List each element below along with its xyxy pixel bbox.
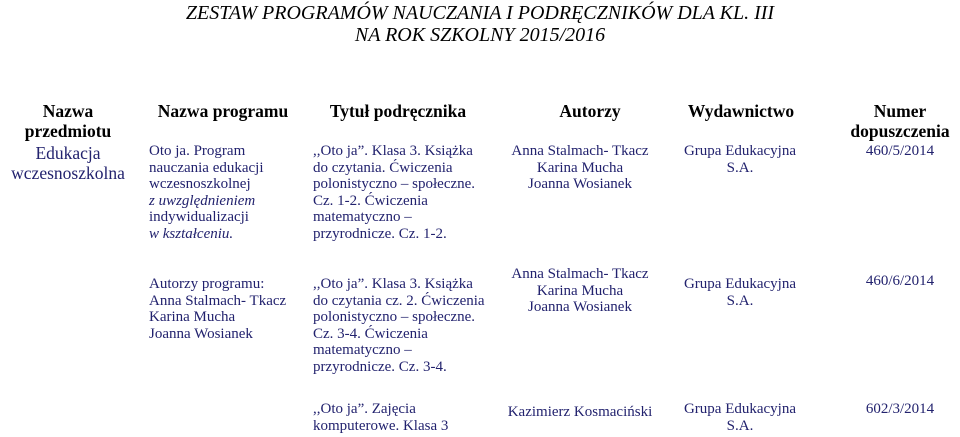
program-cell: Oto ja. Program nauczania edukacji wczesnoszkolnej z uwzględnieniem indywidualizacji w kształceniu. — [149, 143, 264, 242]
header-textbook: Tytuł podręcznika — [329, 101, 467, 121]
publisher-cell: Grupa Edukacyjna S.A. — [683, 401, 797, 434]
number-cell: 460/5/2014 — [865, 143, 935, 159]
subject-cell: Edukacja wczesnoszkolna — [11, 143, 125, 183]
textbook-cell: ,,Oto ja”. Zajęcia komputerowe. Klasa 3 — [313, 401, 449, 434]
header-number: Numer dopuszczenia — [850, 101, 950, 141]
header-subject: Nazwa przedmiotu — [24, 101, 112, 141]
document-title: ZESTAW PROGRAMÓW NAUCZANIA I PODRĘCZNIKÓW DLA KL. III — [185, 2, 775, 24]
number-cell: 602/3/2014 — [865, 401, 935, 417]
textbook-cell: ,,Oto ja”. Klasa 3. Książka do czytania cz. 2. Ćwiczenia polonistyczno – społeczne. Cz. 3-4. Ćwiczenia matematyczno – przyrodnicze. Cz. 3-4. — [313, 276, 485, 375]
header-program: Nazwa programu — [157, 101, 289, 121]
program-cell: Autorzy programu: Anna Stalmach- Tkacz Karina Mucha Joanna Wosianek — [149, 276, 287, 342]
header-publisher: Wydawnictwo — [687, 101, 795, 121]
header-authors: Autorzy — [559, 101, 621, 121]
authors-cell: Anna Stalmach- Tkacz Karina Mucha Joanna Wosianek — [511, 266, 649, 315]
document-subtitle: NA ROK SZKOLNY 2015/2016 — [354, 24, 606, 46]
number-cell: 460/6/2014 — [865, 273, 935, 289]
textbook-cell: ,,Oto ja”. Klasa 3. Książka do czytania. Ćwiczenia polonistyczno – społeczne. Cz. 1-2. Ćwiczenia matematyczno – przyrodnicze. Cz. 1-2. — [313, 143, 476, 242]
publisher-cell: Grupa Edukacyjna S.A. — [683, 276, 797, 309]
authors-cell: Kazimierz Kosmaciński — [507, 404, 653, 420]
publisher-cell: Grupa Edukacyjna S.A. — [683, 143, 797, 176]
authors-cell: Anna Stalmach- Tkacz Karina Mucha Joanna Wosianek — [511, 143, 649, 192]
